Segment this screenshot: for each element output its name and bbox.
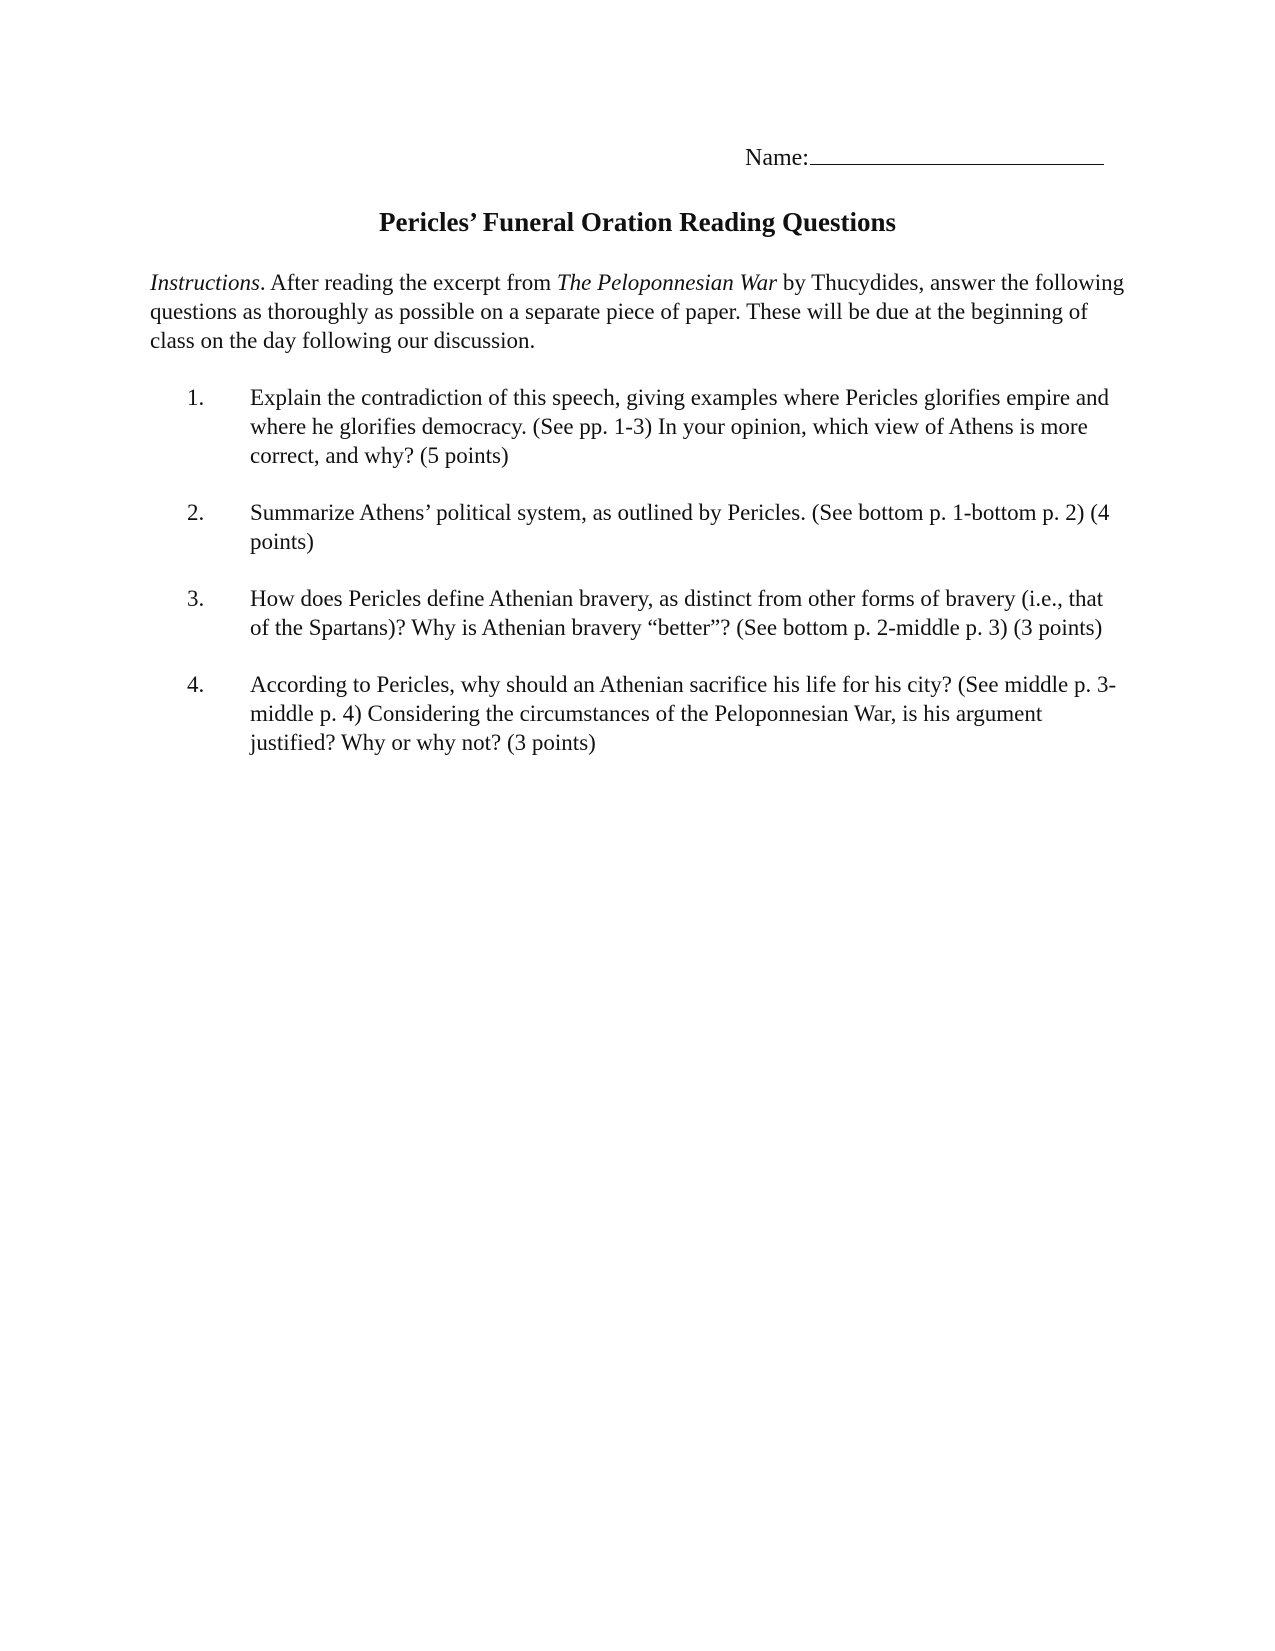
question-text: Summarize Athens’ political system, as outlined by Pericles. (See bottom p. 1-bottom p. 2) (4 points) — [250, 500, 1110, 554]
book-title: The Peloponnesian War — [556, 270, 778, 295]
question-number: 1. — [187, 385, 205, 410]
instructions-label: Instructions — [150, 270, 260, 295]
question-text: How does Pericles define Athenian bravery, as distinct from other forms of bravery (i.e., that of the Spartans)? Why is Athenian bravery “better”? (See bottom p. 2-middle p. 3) (3 points) — [250, 586, 1104, 640]
question-list — [150, 383, 1125, 785]
question-item — [150, 383, 1125, 470]
name-blank-line — [810, 142, 1104, 165]
instructions-text-1: . After reading the excerpt from — [259, 270, 557, 295]
question-number: 3. — [187, 586, 205, 611]
instructions-paragraph — [150, 268, 1125, 355]
question-number: 2. — [187, 500, 205, 525]
name-label: Name: — [745, 145, 809, 171]
instructions-text-2: by Thucydides, answer the following questions as thoroughly as possible on a separate piece of paper. These will be due at the beginning of class on the day following our discussion. — [150, 270, 1125, 353]
page-title: Pericles’ Funeral Oration Reading Questions — [379, 207, 896, 237]
question-item — [150, 498, 1125, 556]
name-field — [745, 142, 1115, 173]
question-text: Explain the contradiction of this speech, giving examples where Pericles glorifies empire and where he glorifies democracy. (See pp. 1-3) In your opinion, which view of Athens is more correct, and why? (5 points) — [250, 385, 1110, 468]
question-item — [150, 584, 1125, 642]
question-text: According to Pericles, why should an Athenian sacrifice his life for his city? (See middle p. 3-middle p. 4) Considering the circumstances of the Peloponnesian War, is his argument justified? Why or why not? (3 points) — [250, 672, 1117, 755]
question-number: 4. — [187, 672, 205, 697]
question-item — [150, 670, 1125, 757]
